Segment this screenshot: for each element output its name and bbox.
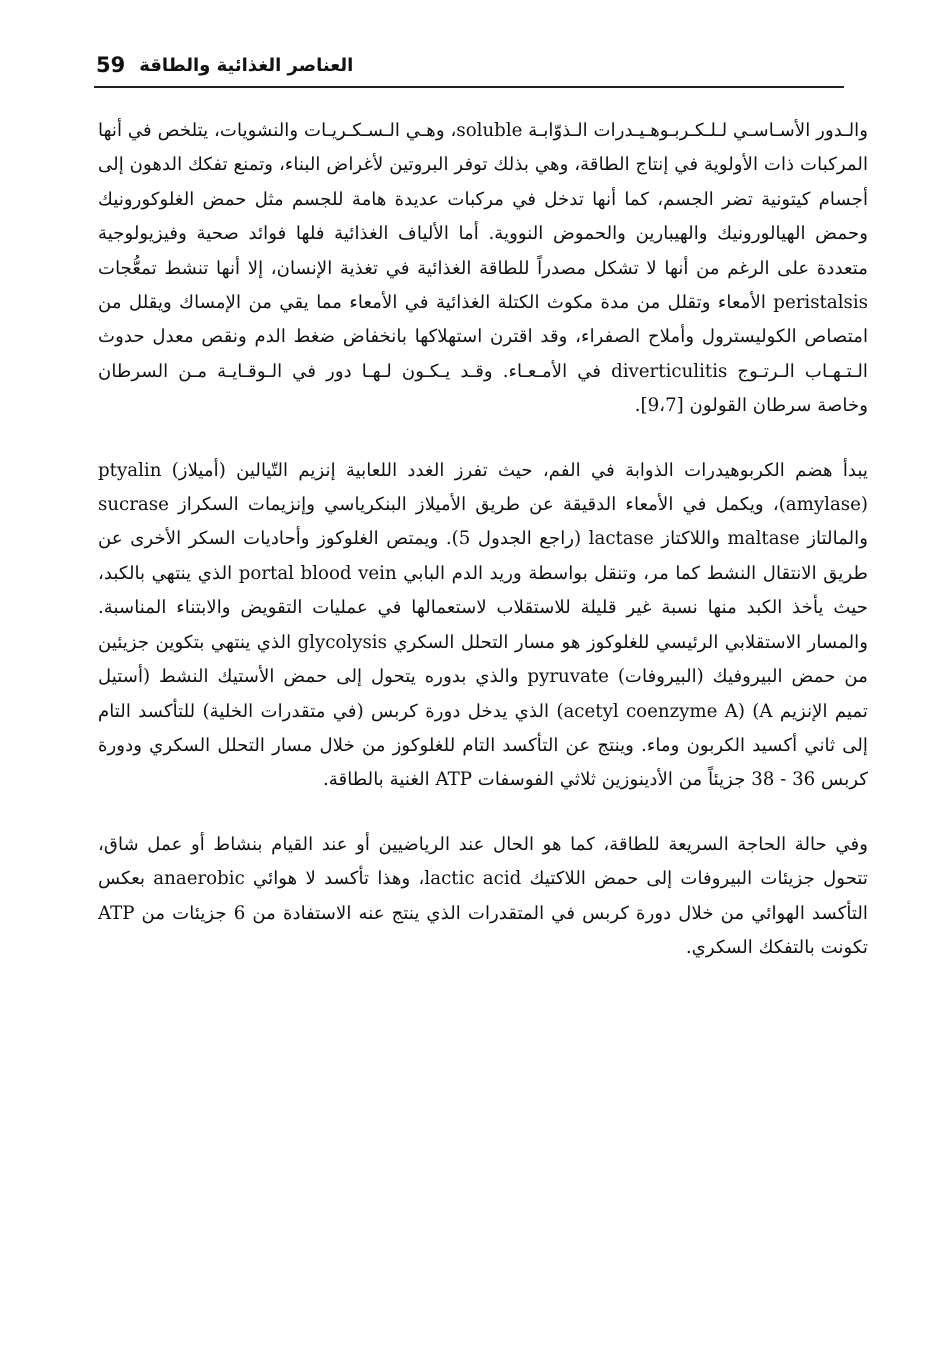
running-header: [96, 46, 840, 84]
header-divider: [94, 86, 844, 88]
body-text: [98, 114, 868, 995]
paragraph-carbohydrate-role: والـدور الأسـاسـي لـلـكـربـوهـيـدرات الـذوّابـة soluble، وهـي الـسـكـريـات والنشويات، يتلخص في أنها المركبات ذات الأولوية في إنتاج الطاقة، وهي بذلك توفر البروتين لأغراض البناء، وتمنع تفكك الدهون إلى أجسام كيتونية تضر الجسم، كما أنها تدخل في مركبات عديدة هامة للجسم مثل حمض الغلوكورونيك وحمض الهيالورونيك والهيبارين والحموض النووية. أما الألياف الغذائية فلها فوائد صحية وفيزيولوجية متعددة على الرغم من أنها لا تشكل مصدراً للطاقة الغذائية في تغذية الإنسان، إلا أنها تنشط تمعُّجات peristalsis الأمعاء وتقلل من مدة مكوث الكتلة الغذائية في الأمعاء مما يقي من الإمساك ويقلل من امتصاص الكوليسترول وأملاح الصفراء، وقد اقترن استهلاكها بانخفاض ضغط الدم ونقص معدل حدوث الـتـهـاب الـرتـوج diverticulitis في الأمـعـاء. وقـد يـكـون لـهـا دور في الـوقـايـة مـن السرطان وخاصة سرطان القولون [9،7].: [98, 120, 868, 417]
paragraph-carbohydrate-digestion: يبدأ هضم الكربوهيدرات الذوابة في الفم، حيث تفرز الغدد اللعابية إنزيم التّيالين (أميلاز) ptyalin (amylase)، ويكمل في الأمعاء الدقيقة عن طريق الأميلاز البنكرياسي وإنزيمات السكراز sucrase والمالتاز maltase واللاكتاز lactase (راجع الجدول 5). ويمتص الغلوكوز وأحاديات السكر الأخرى عن طريق الانتقال النشط كما مر، وتنقل بواسطة وريد الدم البابي portal blood vein الذي ينتهي بالكبد، حيث يأخذ الكبد منها نسبة غير قليلة للاستقلاب لاستعمالها في عمليات التقويض والابتناء المناسبة. والمسار الاستقلابي الرئيسي للغلوكوز هو مسار التحلل السكري glycolysis الذي ينتهي بتكوين جزيئين من حمض البيروفيك (البيروفات) pyruvate والذي بدوره يتحول إلى حمض الأستيك النشط (أستيل تميم الإنزيم A) (acetyl coenzyme A) الذي يدخل دورة كربس (في متقدرات الخلية) للتأكسد التام إلى ثاني أكسيد الكربون وماء. وينتج عن التأكسد التام للغلوكوز من خلال مسار التحلل السكري ودورة كربس 36 - 38 جزيئاً من الأدينوزين ثلاثي الفوسفات ATP الغنية بالطاقة.: [98, 459, 869, 791]
running-title: العناصر الغذائية والطاقة: [139, 54, 354, 76]
page-number: 59: [96, 53, 126, 77]
paragraph-anaerobic-energy: وفي حالة الحاجة السريعة للطاقة، كما هو الحال عند الرياضيين أو عند القيام بنشاط أو عمل شاق، تتحول جزيئات البيروفات إلى حمض اللاكتيك lactic acid، وهذا تأكسد لا هوائي anaerobic بعكس التأكسد الهوائي من خلال دورة كربس في المتقدرات الذي ينتج عنه الاستفادة من 6 جزيئات من ATP تكونت بالتفكك السكري.: [98, 833, 868, 958]
